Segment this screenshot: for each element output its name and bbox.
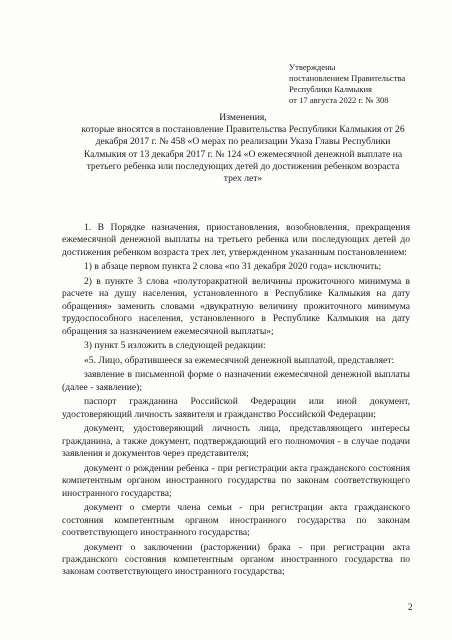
page-number: 2 (408, 602, 413, 612)
approval-line: постановлением Правительства (289, 73, 406, 83)
approval-stamp (289, 62, 405, 106)
paragraph: 1) в абзаце первом пункта 2 слова «по 31 декабря 2020 года» исключить; (84, 261, 382, 273)
approval-line: Республики Калмыкия (289, 84, 372, 94)
paragraph: документ о рождении ребенка - при регистрации акта гражданского состояния компетентным органом иностранного государства по законам соответствующего иностранного государства; (62, 462, 410, 499)
document-body (62, 222, 410, 581)
title-heading: Изменения, (219, 112, 267, 123)
paragraph: паспорт гражданина Российской Федерации или иной документ, удостоверяющий личность заявителя и гражданство Российской Федерации; (62, 396, 410, 420)
paragraph: 3) пункт 5 изложить в следующей редакции: (84, 340, 266, 352)
title-subtitle: которые вносятся в постановление Правительства Республики Калмыкия от 26 декабря 2017 г. № 458 «О мерах по реализации Указа Главы Республики Калмыкия от 13 декабря 2017 г. № 124 «О ежемесячной денежной выплате на третьего ребенка или последующих детей до достижения ребенком возраста трех лет» (81, 124, 405, 185)
paragraph: документ о смерти члена семьи - при регистрации акта гражданского состояния компетентным органом иностранного государства по законам соответствующего иностранного государства; (62, 502, 410, 539)
approval-line: Утверждены (289, 62, 336, 72)
approval-line: от 17 августа 2022 г. № 308 (289, 95, 389, 105)
paragraph: «5. Лицо, обратившееся за ежемесячной денежной выплатой, представляет: (84, 354, 395, 366)
paragraph: 1. В Порядке назначения, приостановления, возобновления, прекращения ежемесячной денежной выплаты на третьего ребенка или последующих детей до достижения ребенком возраста трех лет, утвержденном указанным постановлением: (62, 222, 410, 258)
document-title (78, 112, 408, 185)
paragraph: 2) в пункте 3 слова «полуторакратной величины прожиточного минимума в расчете на душу населения, установленного в Республике Калмыкия на дату обращения» заменить словами «двукратную величину прожиточного минимума трудоспособного населения, установленного в Республике Калмыкия на дату обращения за назначением ежемесячной выплаты»; (62, 276, 410, 337)
paragraph: документ о заключении (расторжении) брака - при регистрации акта гражданского состояния компетентным органом иностранного государства по законам соответствующего иностранного государства; (62, 541, 410, 578)
paragraph: документ, удостоверяющий личность лица, представляющего интересы гражданина, а также документ, подтверждающий его полномочия - в случае подачи заявления и документов через представителя; (62, 423, 410, 460)
paragraph: заявление в письменной форме о назначении ежемесячной денежной выплаты (далее - заявление); (62, 369, 410, 393)
